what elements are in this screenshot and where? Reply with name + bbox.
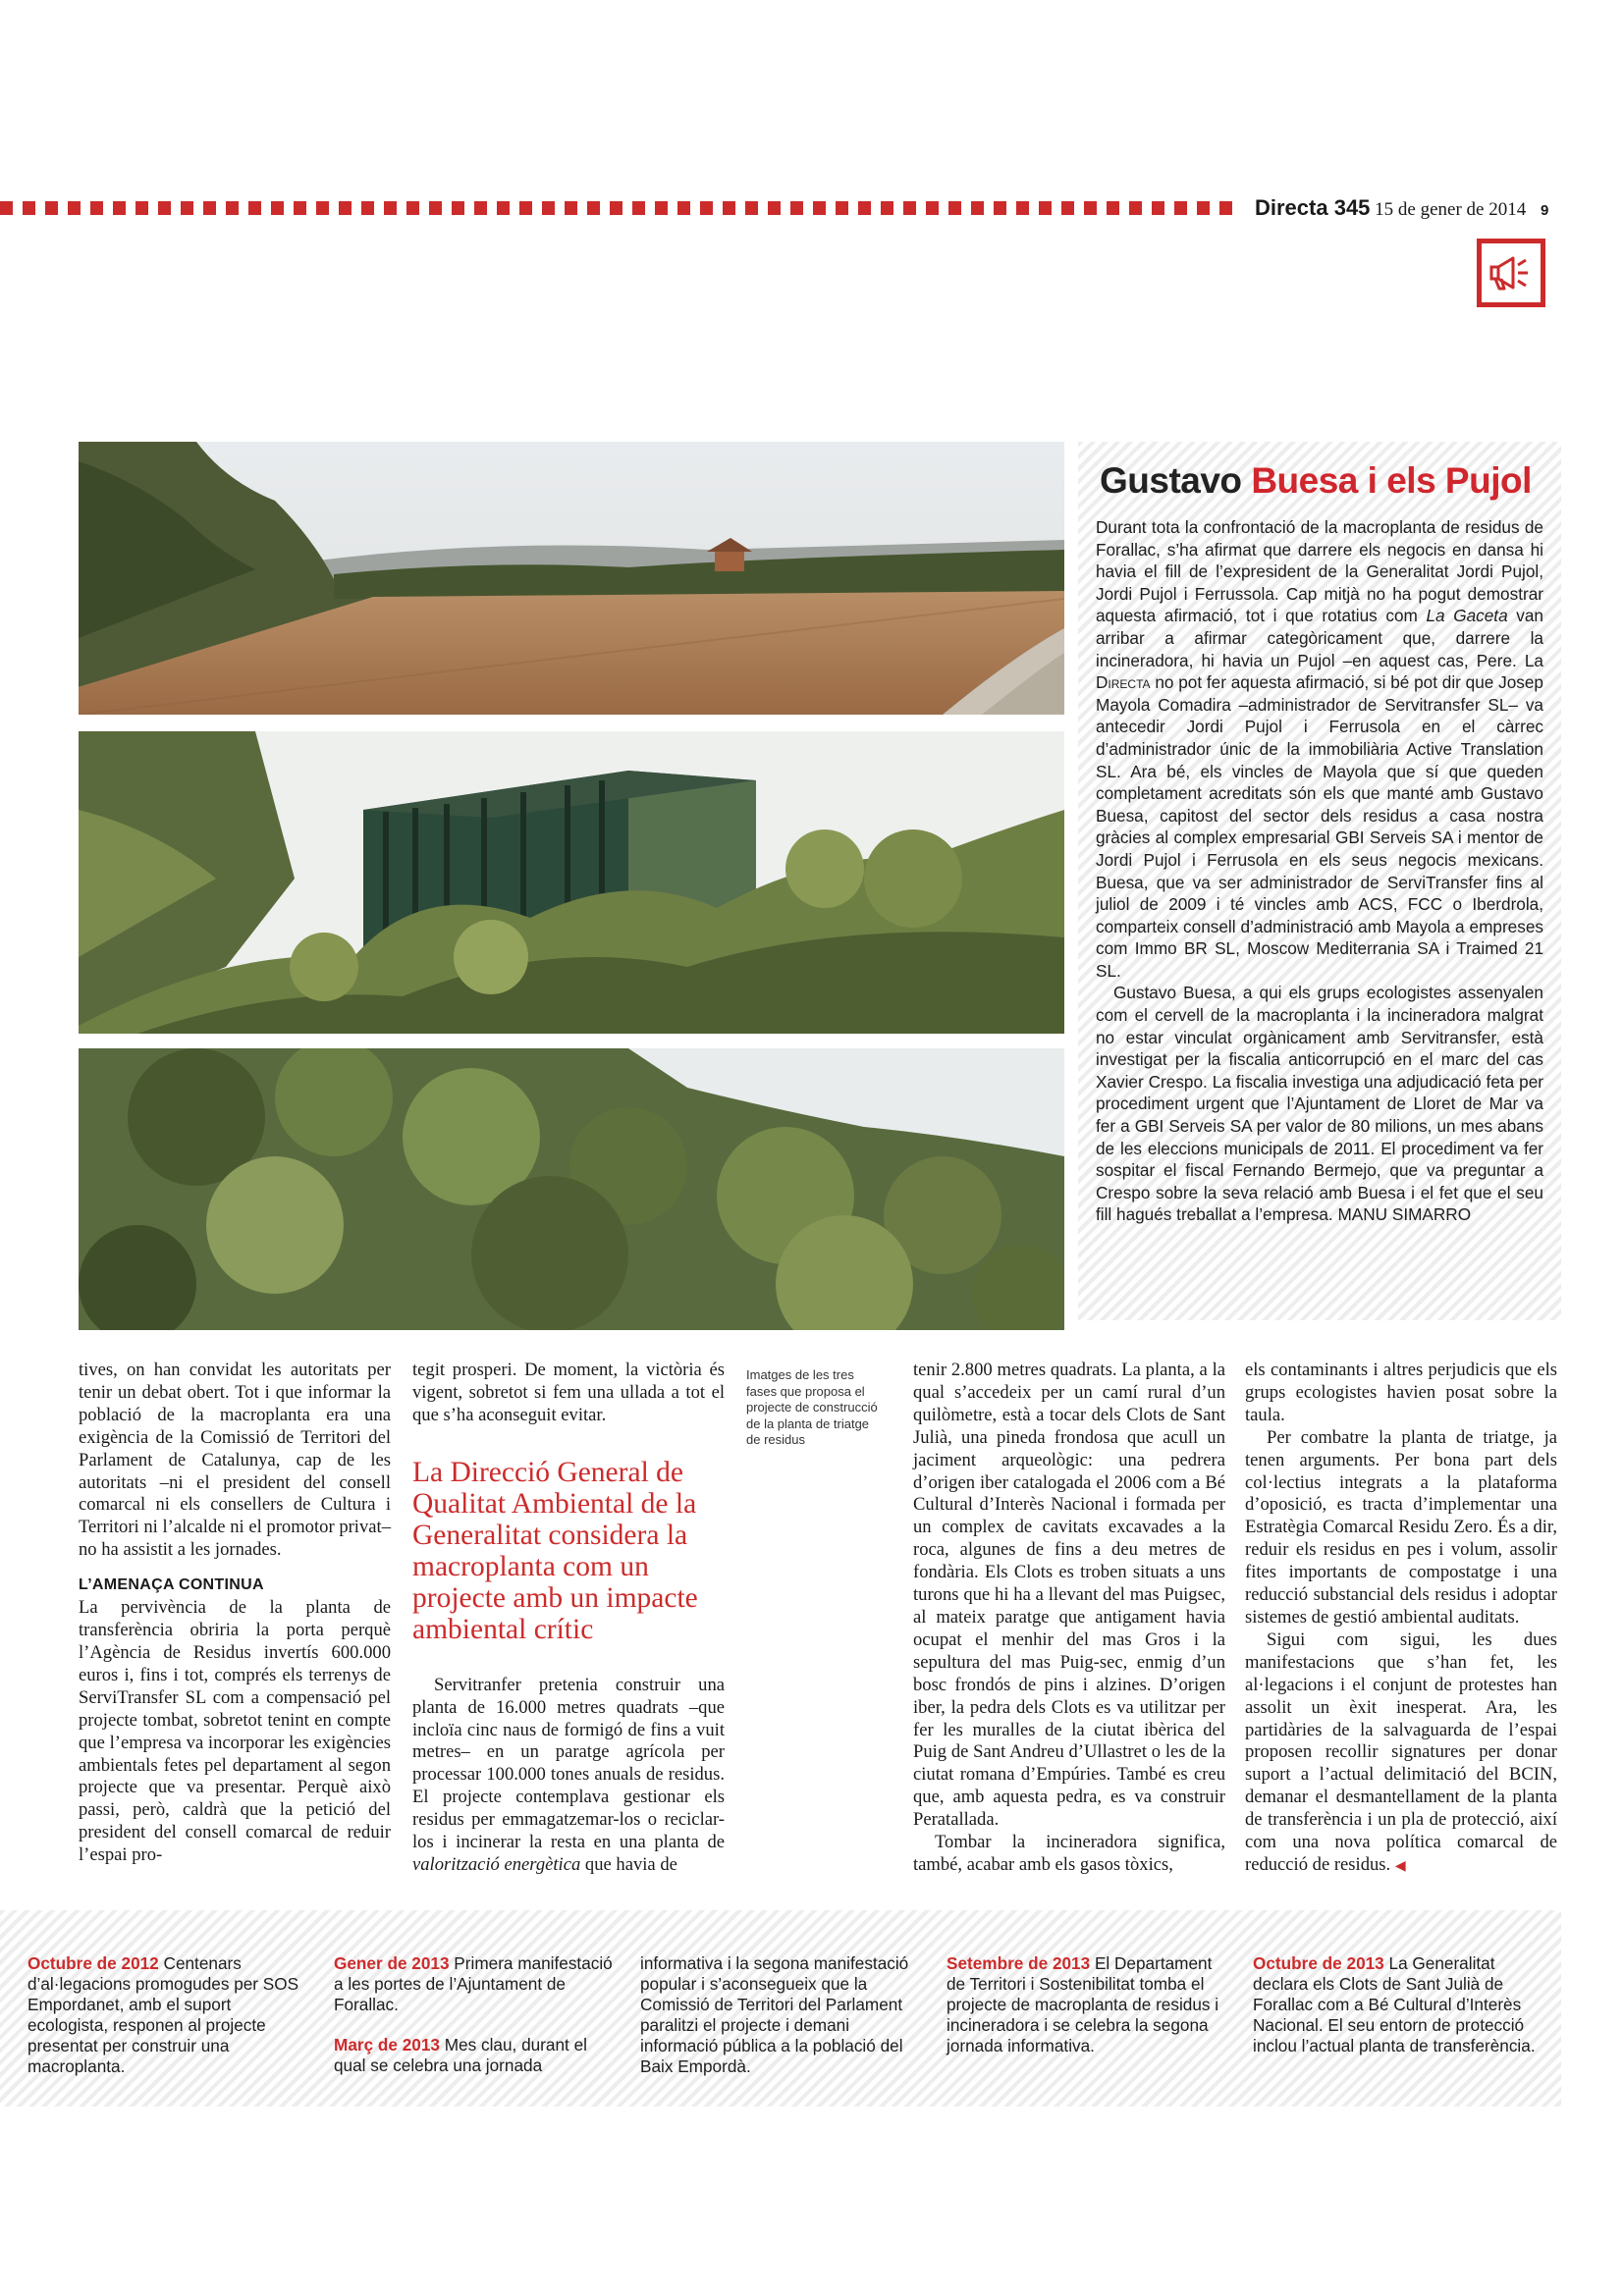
article-paragraph: Tombar la incineradora significa, també, acabar amb els gasos tòxics, <box>913 1832 1225 1875</box>
timeline-column-4 <box>947 1953 1231 2076</box>
article-column-1 <box>79 1360 391 1867</box>
timeline-entry: Març de 2013 Mes clau, durant el qual se celebra una jornada <box>334 2035 587 2075</box>
article-paragraph: tenir 2.800 metres quadrats. La planta, a la qual s’accedeix per un camí rural d’un quilòmetre, està a tocar dels Clots de Sant Julià, una pineda frondosa que acull un jaciment arqueològic: una pedrera d’origen iber catalogada el 2006 com a Bé Cultural d’Interès Nacional i formada per un complex de cavitats excavades a la roca, algunes de fins a deu metres de fondària. Els Clots es troben situats a uns turons que hi ha a llevant del mas Puigsec, al mateix paratge que antigament havia ocupat el menhir del mas Gros i la sepultura del mas Puig-sec, enmig d’un bosc frondós de pins i alzines. D’origen iber, la pedra dels Clots es va utilitzar per fer les muralles de la ciutat ibèrica del Puig de Sant Andreu d’Ullastret o les de la ciutat romana d’Empúries. També es creu que, amb aquesta pedra, es va construir Peratallada. <box>913 1360 1225 1831</box>
section-heading: L’AMENAÇA CONTINUA <box>79 1576 264 1594</box>
timeline-entry: Octubre de 2012 Centenars d’al·legacions promogudes per SOS Empordanet, amb el suport ecologista, responen al projecte presentat per construir una macroplanta. <box>27 1953 299 2076</box>
sidebar-paragraph: Gustavo Buesa, a qui els grups ecologistes assenyalen com el cervell de la macroplanta i la incineradora malgrat no estar vinculat orgànicament amb Servitransfer, està investigat per la fiscalia anticorrupció en el marc del cas Xavier Crespo. La fiscalia investiga una adjudicació feta per procediment urgent que l’Ajuntament de Lloret de Mar va fer a GBI Serveis SA per valor de 80 milions, un mes abans de les eleccions municipals de 2011. El procediment va fer sospitar el fiscal Fernando Bermejo, que va preguntar a Crespo sobre la seva relació amb Buesa i el fet que el seu fill hagués treballat a l’empresa. MANU SIMARRO <box>1096 983 1543 1225</box>
timeline-column-3 <box>640 1953 925 2097</box>
article-paragraph: Per combatre la planta de triatge, ja tenen arguments. Per bona part dels col·lectius integrats a la plataforma d’oposició, es tracta d’implementar una Estratègia Comarcal Residu Zero. És a dir, reduir els residus en pes i volum, assolir fites importants de compostatge i una reducció substancial dels residus i adoptar sistemes de gestió ambiental auditats. <box>1245 1426 1557 1628</box>
article-paragraph: tegit prosperi. De moment, la victòria és vigent, sobretot si fem una ullada a tot el que s’ha aconseguit evitar. <box>412 1360 725 1425</box>
pull-quote: La Direcció General de Qualitat Ambiental de la Generalitat considera la macroplanta com un projecte amb un impacte ambiental crític <box>412 1456 698 1645</box>
sidebar-title <box>1100 459 1543 503</box>
photo-caption: Imatges de les tres fases que proposa el projecte de construcció de la planta de triatge de residus <box>746 1367 878 1447</box>
article-column-4 <box>1245 1360 1557 1879</box>
article-paragraph: els contaminants i altres perjudicis que els grups ecologistes havien posat sobre la taula. <box>1245 1360 1557 1425</box>
timeline-column-5 <box>1253 1953 1538 2076</box>
timeline-entry: Octubre de 2013 La Generalitat declara els Clots de Sant Julià de Forallac com a Bé Cultural d’Interès Nacional. El seu entorn de protecció inclou l’actual planta de transferència. <box>1253 1953 1536 2056</box>
article-paragraph: tives, on han convidat les autoritats per tenir un debat obert. Tot i que informar la població de la macroplanta era una exigència de la Comissió de Territori del Parlament de Catalunya, cap de les autoritats –ni el president del consell comarcal ni els consellers de Cultura i Territori ni l’alcalde ni el promotor privat– no ha assistit a les jornades. <box>79 1360 391 1561</box>
sidebar-title-part1: Gustavo <box>1100 460 1252 501</box>
article-column-2 <box>412 1360 725 1877</box>
article-paragraph: La pervivència de la planta de transferència obriria la porta perquè l’Agència de Residus invertís 600.000 euros i, fins i tot, comprés els terrenys de ServiTransfer SL com a compensació pel projecte tombat, sobretot tenint en compte que l’empresa va incorporar les exigències ambientals fetes pel departament al segon projecte que va presentar. Perquè això passi, però, caldrà que la petició del president del consell comarcal de reduir l’espai pro- <box>79 1597 391 1866</box>
page-number: 9 <box>1540 202 1549 219</box>
photo-field <box>79 442 1064 715</box>
photo-vegetation-render <box>79 1048 1064 1330</box>
article-column-3 <box>913 1360 1225 1877</box>
issue-date: 15 de gener de 2014 <box>1375 199 1527 220</box>
section-badge <box>1477 239 1545 307</box>
timeline-column-2 <box>334 1953 619 2096</box>
header-dashed-rule <box>0 201 1235 215</box>
masthead <box>1255 196 1548 223</box>
timeline-entry: Setembre de 2013 El Departament de Territori i Sostenibilitat tomba el projecte de macroplanta de residus i incineradora i se celebra la segona jornada informativa. <box>947 1953 1219 2056</box>
sidebar-box <box>1078 442 1561 1320</box>
megaphone-icon <box>1482 243 1541 302</box>
timeline-column-1 <box>27 1953 312 2097</box>
timeline-entry: informativa i la segona manifestació popular i s’aconsegueix que la Comissió de Territori del Parlament paralitzi el projecte i demani informació pública a la població del Baix Empordà. <box>640 1953 909 2076</box>
end-mark-icon: ◀ <box>1394 1858 1406 1874</box>
sidebar-body <box>1096 516 1543 1226</box>
sidebar-paragraph: Durant tota la confrontació de la macroplanta de residus de Forallac, s’ha afirmat que darrere els negocis en dansa hi havia el fill de l’expresident de la Generalitat Jordi Pujol, Jordi Pujol i Ferrussola. Cap mitjà no ha pogut demostrar aquesta afirmació, tot i que rotatius com La Gaceta van arribar a afirmar categòricament que, darrere la incineradora, hi havia un Pujol –en aquest cas, Pere. La Directa no pot fer aquesta afirmació, si bé pot dir que Josep Mayola Comadira –administrador de Servitransfer SL– va antecedir Jordi Pujol i Ferrusola en el càrrec d’administrador únic de la immobiliària Active Translation SL. Ara bé, els vincles de Mayola que sí que queden completament acreditats són els que manté amb Gustavo Buesa, capitost del sector dels residus a casa nostra gràcies al complex empresarial GBI Serveis SA i mentor de Jordi Pujol i Ferrusola en els seus negocis mexicans. Buesa, que va ser administrador de ServiTransfer fins al juliol de 2009 i té vincles amb ACS, FCC o Iberdrola, comparteix consell d’administració amb Mayola a empreses com Immo BR SL, Moscow Mediterrania SA i Traimed 21 SL. <box>1096 517 1543 981</box>
timeline-entry: Gener de 2013 Primera manifestació a les portes de l’Ajuntament de Forallac. <box>334 1953 613 2014</box>
publication-name: Directa 345 <box>1255 195 1371 220</box>
article-paragraph: Servitranfer pretenia construir una planta de 16.000 metres quadrats –que incloïa cinc naus de formigó de fins a vuit metres– en un paratge agrícola per processar 100.000 tones anuals de residus. El projecte contemplava gestionar els residus per emmagatzemar-los o reciclar-los i incinerar la resta en una planta de valorització energètica que havia de <box>412 1674 725 1875</box>
sidebar-title-part2: Buesa i els Pujol <box>1251 460 1532 501</box>
article-paragraph: Sigui com sigui, les dues manifestacions que s’han fet, les al·legacions i el conjunt de protestes han assolit un èxit inesperat. Ara, les partidàries de la salvaguarda de l’espai proposen recollir signatures per donar suport a l’actual delimitació del BCIN, demanar el desmantellament de la planta de transferència i un pla de protecció, així com una nova política comarcal de reducció de residus. ◀ <box>1245 1629 1557 1875</box>
photo-plant-render <box>79 731 1064 1034</box>
